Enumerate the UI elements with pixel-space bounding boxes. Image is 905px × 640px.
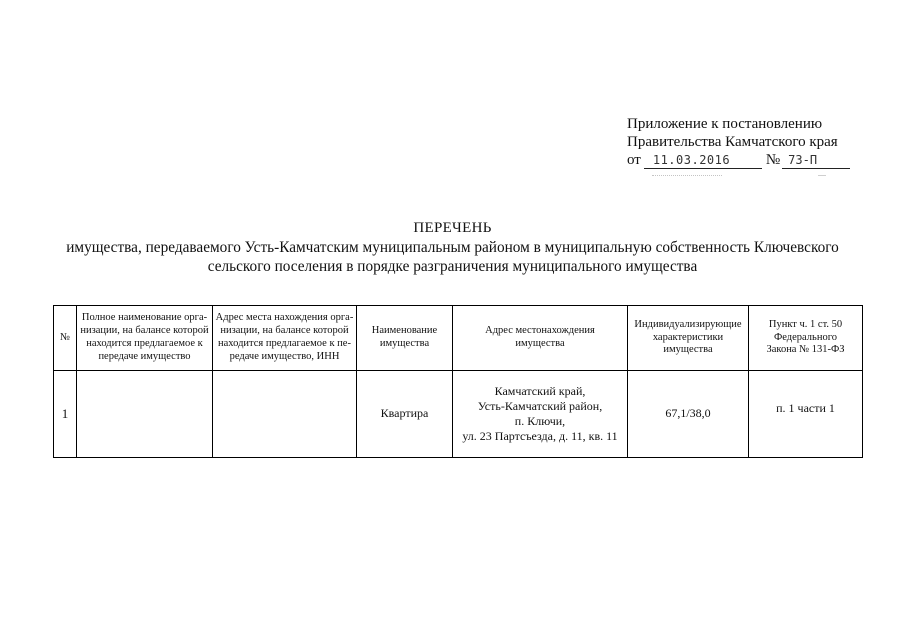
cell-text-line: Усть-Камчатский район, [477, 398, 603, 413]
header-org-address [213, 306, 357, 371]
appendix-block [627, 116, 857, 169]
cell-law-clause [749, 371, 863, 458]
header-number [54, 306, 77, 371]
header-text-line: характеристики [652, 331, 724, 343]
header-text-line: находится предлагаемое к [86, 338, 203, 349]
cell-number [54, 371, 77, 458]
cell-property-address [453, 371, 628, 458]
scan-artifact [652, 175, 722, 176]
header-property-address [453, 306, 628, 371]
table-header [54, 306, 863, 371]
appendix-line-2: Правительства Камчатского края [627, 133, 838, 150]
header-text-line: Адрес местонахождения [485, 325, 595, 337]
appendix-line-1: Приложение к постановлению [627, 116, 823, 132]
subtitle-line: сельского поселения в порядке разграничения муниципального имущества [207, 258, 698, 275]
header-text-line: имущества [379, 338, 430, 349]
header-characteristics [628, 306, 749, 371]
header-text-line: Закона № 131-ФЗ [766, 344, 845, 356]
number-prefix: № [765, 151, 781, 168]
header-text-line: Наименование [371, 325, 438, 337]
header-text-line: находится предлагаемое к пе- [218, 338, 351, 349]
cell-text-line: п. 1 части 1 [776, 400, 835, 415]
subtitle-line: имущества, передаваемого Усть-Камчатским муниципальным районом в муниципальную собственность Ключевского [66, 239, 839, 256]
header-text-line: Пункт ч. 1 ст. 50 [768, 318, 843, 330]
cell-characteristics [628, 371, 749, 458]
header-text-line: низации, на балансе которой [220, 325, 349, 337]
scan-artifact [818, 175, 826, 176]
decree-number: 73-П [782, 153, 850, 169]
header-text-line: редаче имущество, ИНН [229, 350, 340, 362]
property-list-table [53, 305, 863, 458]
header-text-line: Адрес места нахождения орга- [215, 312, 354, 324]
header-row [54, 306, 863, 371]
appendix-date-line [627, 151, 857, 169]
decree-date: 11.03.2016 [644, 153, 762, 169]
header-text-line: № [59, 331, 71, 343]
document-subtitle [0, 238, 905, 276]
header-org-name [77, 306, 213, 371]
document-title: ПЕРЕЧЕНЬ [413, 220, 492, 236]
cell-property-name [357, 371, 453, 458]
header-text-line: Индивидуализирующие [634, 318, 742, 330]
header-text-line: низации, на балансе которой [80, 325, 209, 337]
header-text-line: передаче имущество [98, 350, 191, 362]
header-text-line: имущества [663, 344, 713, 356]
header-text-line: имущества [515, 338, 565, 349]
cell-text-line: ул. 23 Партсъезда, д. 11, кв. 11 [462, 429, 618, 444]
header-text-line: Полное наименование орга- [81, 312, 208, 324]
cell-text-line: 1 [61, 406, 69, 422]
cell-org-name [77, 371, 213, 458]
header-text-line: Федерального [773, 331, 837, 343]
cell-text-line: п. Ключи, [514, 414, 566, 428]
cell-org-address [213, 371, 357, 458]
header-property-name [357, 306, 453, 371]
cell-text-line: 67,1/38,0 [665, 406, 711, 421]
cell-text-line: Квартира [380, 406, 429, 421]
table-row [54, 371, 863, 458]
table-body [54, 371, 863, 458]
header-law-clause [749, 306, 863, 371]
date-prefix: от [627, 151, 641, 168]
cell-text-line: Камчатский край, [494, 383, 586, 398]
